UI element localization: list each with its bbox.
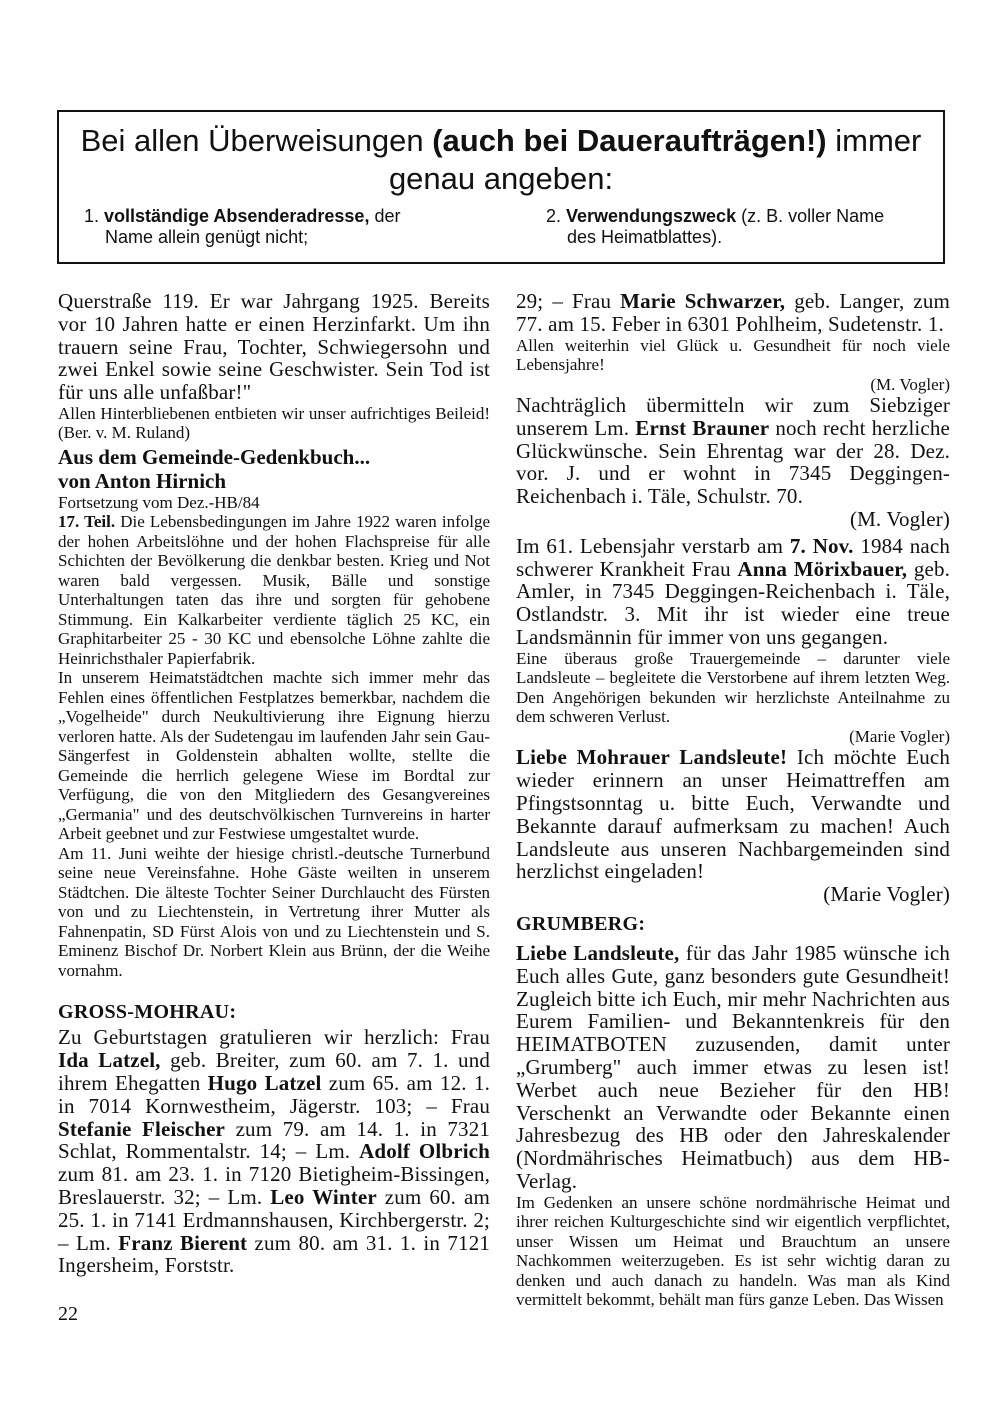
right-column — [516, 290, 950, 1310]
section-title-gross-mohrau: GROSS-MOHRAU: — [58, 1001, 237, 1024]
chronicle-paragraph: Am 11. Juni weihte der hiesige christl.-deutsche Turnerbund seine neue Vereinsfahne. Hohe Gäste weilten in unserem Städtchen. Die älteste Tochter Seiner Durchlaucht des Fürsten von und zu Liechtenstein, in Vertretung ihrer Mutter als Fahnenpatin, SD Fürst Alois von und zu Liechtenstein und S. Eminenz Bischof Dr. Norbert Klein aus Brünn, der die Weihe vornahm. — [58, 843, 490, 980]
signature: (Marie Vogler) — [823, 882, 950, 907]
signature: (Marie Vogler) — [849, 726, 950, 746]
signature: (M. Vogler) — [870, 374, 950, 394]
section-heading-author: von Anton Hirnich — [58, 468, 227, 493]
article-paragraph: Querstraße 119. Er war Jahrgang 1925. Bereits vor 10 Jahren hatte er einen Herzinfarkt. Um ihn trauern seine Frau, Tochter, Schwiegersohn und zwei Enkel sowie seine Geschwister. Sein Tod ist für uns alle unfaßbar!" — [58, 289, 490, 405]
condolence-paragraph: Allen Hinterbliebenen entbieten wir unser aufrichtiges Beileid! (Ber. v. M. Ruland) — [58, 403, 490, 443]
left-column — [58, 290, 490, 1277]
birthday-paragraph: 29; – Frau Marie Schwarzer, geb. Langer, zum 77. am 15. Feber in 6301 Pohlheim, Sudetenstr. 1. — [516, 289, 950, 336]
notice-item-1: 1. vollständige Absenderadresse, der Name allein genügt nicht; — [84, 206, 401, 247]
meeting-paragraph: Liebe Mohrauer Landsleute! Ich möchte Euch wieder erinnern an unser Heimattreffen am Pfingstsonntag u. bitte Euch, Verwandte und Bekannte darauf aufmerksam zu machen! Auch Landsleute aus unseren Nachbargemeinden sind herzlichst eingeladen! — [516, 745, 950, 884]
greeting-paragraph: Liebe Landsleute, für das Jahr 1985 wünsche ich Euch alles Gute, ganz besonders gute Gesundheit! Zugleich bitte ich Euch, mir mehr Nachrichten aus Eurem Familien- und Bekanntenkreis für den HEIMATBOTEN zuzusenden, damit unter „Grumberg" auch immer etwas zu lesen ist! Werbet auch neue Bezieher für den HB! Verschenkt an Verwandte oder Bekannte einen Jahresbezug des HB oder den Jahreskalender (Nordmährisches Heimatbuch) aus dem HB-Verlag. — [516, 940, 950, 1193]
chronicle-paragraph: In unserem Heimatstädtchen machte sich immer mehr das Fehlen eines öffentlichen Festplatzes bemerkbar, nachdem die „Vogelheide" durch Neukultivierung ihre Eignung hierzu verloren hatte. Als der Sudetengau im laufenden Jahr sein Gau-Sängerfest in Goldenstein abhalten wollte, stellte die Gemeinde die herrlich gelegene Wiese im Bordtal zur Verfügung, die von den Mitgliedern des Gesangvereines „Germania" und des deutschvölkischen Turnvereins in harter Arbeit geebnet und zur Festwiese umgestaltet wurde. — [58, 668, 490, 844]
signature: (M. Vogler) — [849, 507, 950, 532]
funeral-paragraph: Eine überaus große Trauergemeinde – darunter viele Landsleute – begleitete die Verstorbene auf ihrem letzten Weg. Den Angehörigen bekunden wir herzlichste Anteilnahme zu dem schweren Verlust. — [516, 648, 950, 727]
notice-heading: Bei allen Überweisungen (auch bei Daueraufträgen!) immer genau angeben: — [80, 123, 922, 196]
wishes-paragraph: Allen weiterhin viel Glück u. Gesundheit für noch viele Lebensjahre! — [516, 335, 950, 375]
heritage-paragraph: Im Gedenken an unsere schöne nordmährische Heimat und ihrer reichen Kulturgeschichte sind wir eigentlich verpflichtet, unser Wissen um Heimat und Brauchtum an unsere Nachkommen weiterzugeben. Es ist sehr wichtig daran zu denken und auch danach zu handeln. Was man als Kind vermittelt bekommt, behält man fürs ganze Leben. Das Wissen — [516, 1192, 950, 1310]
continuation-note: Fortsetzung vom Dez.-HB/84 — [58, 492, 260, 512]
page-number: 22 — [58, 1303, 78, 1325]
birthday-paragraph: Nachträglich übermitteln wir zum Siebziger unserem Lm. Ernst Brauner noch recht herzliche Glückwünsche. Sein Ehrentag war der 28. Dez. vor. J. und er wohnt in 7345 Deggingen-Reichenbach i. Täle, Schulstr. 70. — [516, 393, 951, 509]
chronicle-paragraph: 17. Teil. Die Lebensbedingungen im Jahre 1922 waren infolge der hohen Arbeitslöhne und der hohen Flachspreise für alle Schichten der Bevölkerung die denkbar besten. Krieg und Not waren bald vergessen. Musik, Bälle und sonstige Unterhaltungen taten das ihre und sorgten für gehobene Stimmung. Ein Kalkarbeiter verdiente täglich 25 KC, ein Graphitarbeiter 25 - 30 KC und ebensolche Löhne zahlte die Heinrichsthaler Papierfabrik. — [58, 512, 490, 668]
birthday-paragraph: Zu Geburtstagen gratulieren wir herzlich: Frau Ida Latzel, geb. Breiter, zum 60. am 7. 1. und ihrem Ehegatten Hugo Latzel zum 65. am 12. 1. in 7014 Kornwestheim, Jägerstr. 103; – Frau Stefanie Fleischer zum 79. am 14. 1. in 7321 Schlat, Rommentalstr. 14; – Lm. Adolf Olbrich zum 81. am 23. 1. in 7120 Bietigheim-Bissingen, Breslauerstr. 32; – Lm. Leo Winter zum 60. am 25. 1. in 7141 Erdmannshausen, Kirchbergerstr. 2; – Lm. Franz Bierent zum 80. am 31. 1. in 7121 Ingersheim, Forststr. — [58, 1025, 491, 1278]
obituary-paragraph: Im 61. Lebensjahr verstarb am 7. Nov. 1984 nach schwerer Krankheit Frau Anna Mörixbauer, geb. Amler, in 7345 Deggingen-Reichenbach i. Täle, Ostlandstr. 3. Mit ihr ist wieder eine treue Landsmännin für immer von uns gegangen. — [516, 533, 950, 650]
section-title-grumberg: GRUMBERG: — [516, 912, 646, 935]
section-heading: Aus dem Gemeinde-Gedenkbuch... — [58, 444, 371, 469]
payment-notice-box — [57, 110, 945, 264]
notice-item-2: 2. Verwendungszweck (z. B. voller Name des Heimatblattes). — [546, 206, 885, 247]
